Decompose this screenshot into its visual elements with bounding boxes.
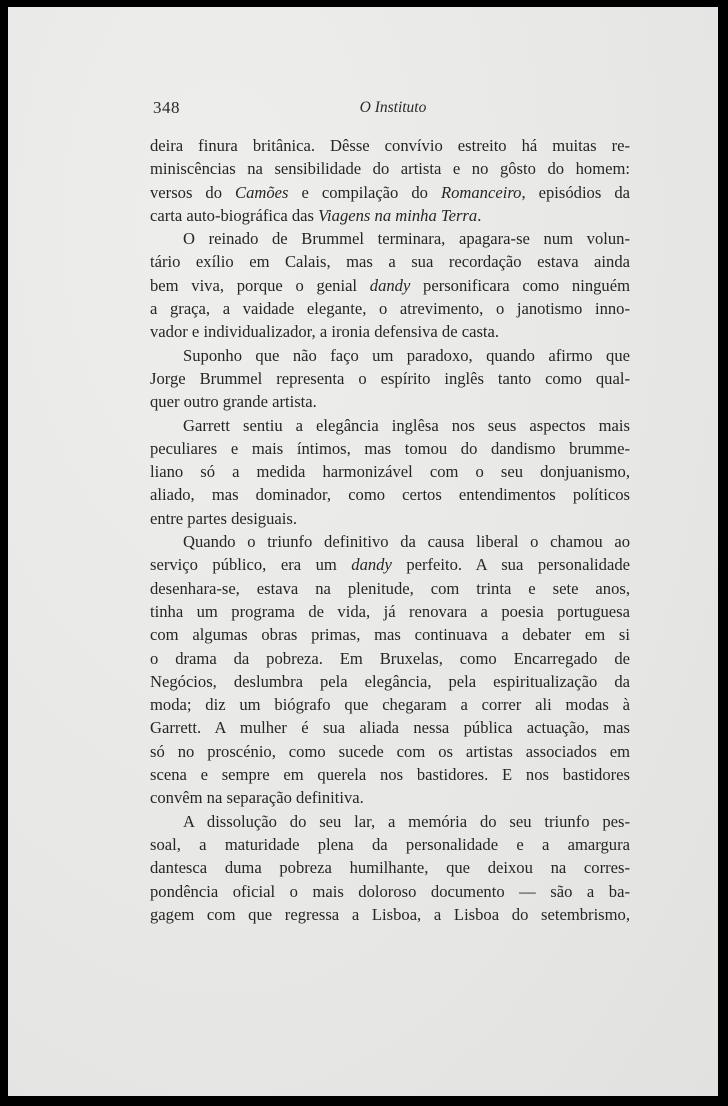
text-line: tário exílio em Calais, mas a sua recordação estava ainda bbox=[150, 252, 630, 272]
text-line: A dissolução do seu lar, a memória do seu triunfo pes- bbox=[183, 811, 630, 831]
text-line: o drama da pobreza. Em Bruxelas, como Encarregado de bbox=[150, 648, 630, 668]
page-number: 348 bbox=[153, 98, 180, 117]
text-line: Suponho que não faço um paradoxo, quando afirmo que bbox=[183, 345, 630, 365]
text-line: moda; diz um biógrafo que chegaram a correr ali modas à bbox=[150, 695, 630, 715]
text-line: O reinado de Brummel terminara, apagara-se num volun- bbox=[183, 229, 630, 249]
text-line: miniscências na sensibilidade do artista e no gôsto do homem: bbox=[150, 159, 630, 179]
text-line: quer outro grande artista. bbox=[150, 392, 317, 412]
text-line: Garrett. A mulher é sua aliada nessa pública actuação, mas bbox=[150, 718, 630, 738]
text-line: versos do Camões e compilação do Romanceiro, episódios da bbox=[150, 182, 630, 202]
text-line: carta auto-biográfica das Viagens na minha Terra. bbox=[150, 205, 482, 225]
text-line: bem viva, porque o genial dandy personificara como ninguém bbox=[150, 275, 630, 295]
text-line: Jorge Brummel representa o espírito inglês tanto como qual- bbox=[150, 368, 630, 388]
text-line: vador e individualizador, a ironia defensiva de casta. bbox=[150, 322, 500, 342]
text-line: gagem com que regressa a Lisboa, a Lisboa do setembrismo, bbox=[150, 904, 630, 924]
text-line: liano só a medida harmonizável com o seu donjuanismo, bbox=[150, 462, 630, 482]
text-line: com algumas obras primas, mas continuava a debater em si bbox=[150, 625, 630, 645]
text-line: serviço público, era um dandy perfeito. A sua personalidade bbox=[150, 555, 630, 575]
text-line: Quando o triunfo definitivo da causa liberal o chamou ao bbox=[183, 532, 630, 552]
text-line: a graça, a vaidade elegante, o atrevimento, o janotismo inno- bbox=[150, 299, 630, 319]
text-line: peculiares e mais íntimos, mas tomou do dandismo brumme- bbox=[150, 438, 630, 458]
running-title: O Instituto bbox=[359, 99, 427, 116]
text-line: soal, a maturidade plena da personalidade e a amargura bbox=[150, 834, 630, 854]
text-line: só no proscénio, como sucede com os artistas associados em bbox=[150, 741, 630, 761]
text-line: deira finura britânica. Dêsse convívio estreito há muitas re- bbox=[150, 136, 630, 155]
book-page bbox=[8, 7, 718, 1096]
text-line: Negócios, deslumbra pela elegância, pela espiritualização da bbox=[150, 671, 630, 691]
text-line: convêm na separação definitiva. bbox=[150, 788, 364, 808]
text-line: scena e sempre em querela nos bastidores. E nos bastidores bbox=[150, 765, 630, 785]
text-line: pondência oficial o mais doloroso documento — são a ba- bbox=[150, 881, 630, 901]
text-line: desenhara-se, estava na plenitude, com trinta e sete anos, bbox=[150, 578, 630, 598]
text-line: tinha um programa de vida, já renovara a poesia portuguesa bbox=[150, 601, 630, 621]
text-line: entre partes desiguais. bbox=[150, 508, 297, 528]
text-line: aliado, mas dominador, como certos entendimentos políticos bbox=[150, 485, 630, 505]
text-line: dantesca duma pobreza humilhante, que deixou na corres- bbox=[150, 858, 630, 878]
running-head bbox=[153, 98, 633, 122]
text-line: Garrett sentiu a elegância inglêsa nos seus aspectos mais bbox=[183, 415, 630, 435]
body-text bbox=[150, 134, 630, 926]
